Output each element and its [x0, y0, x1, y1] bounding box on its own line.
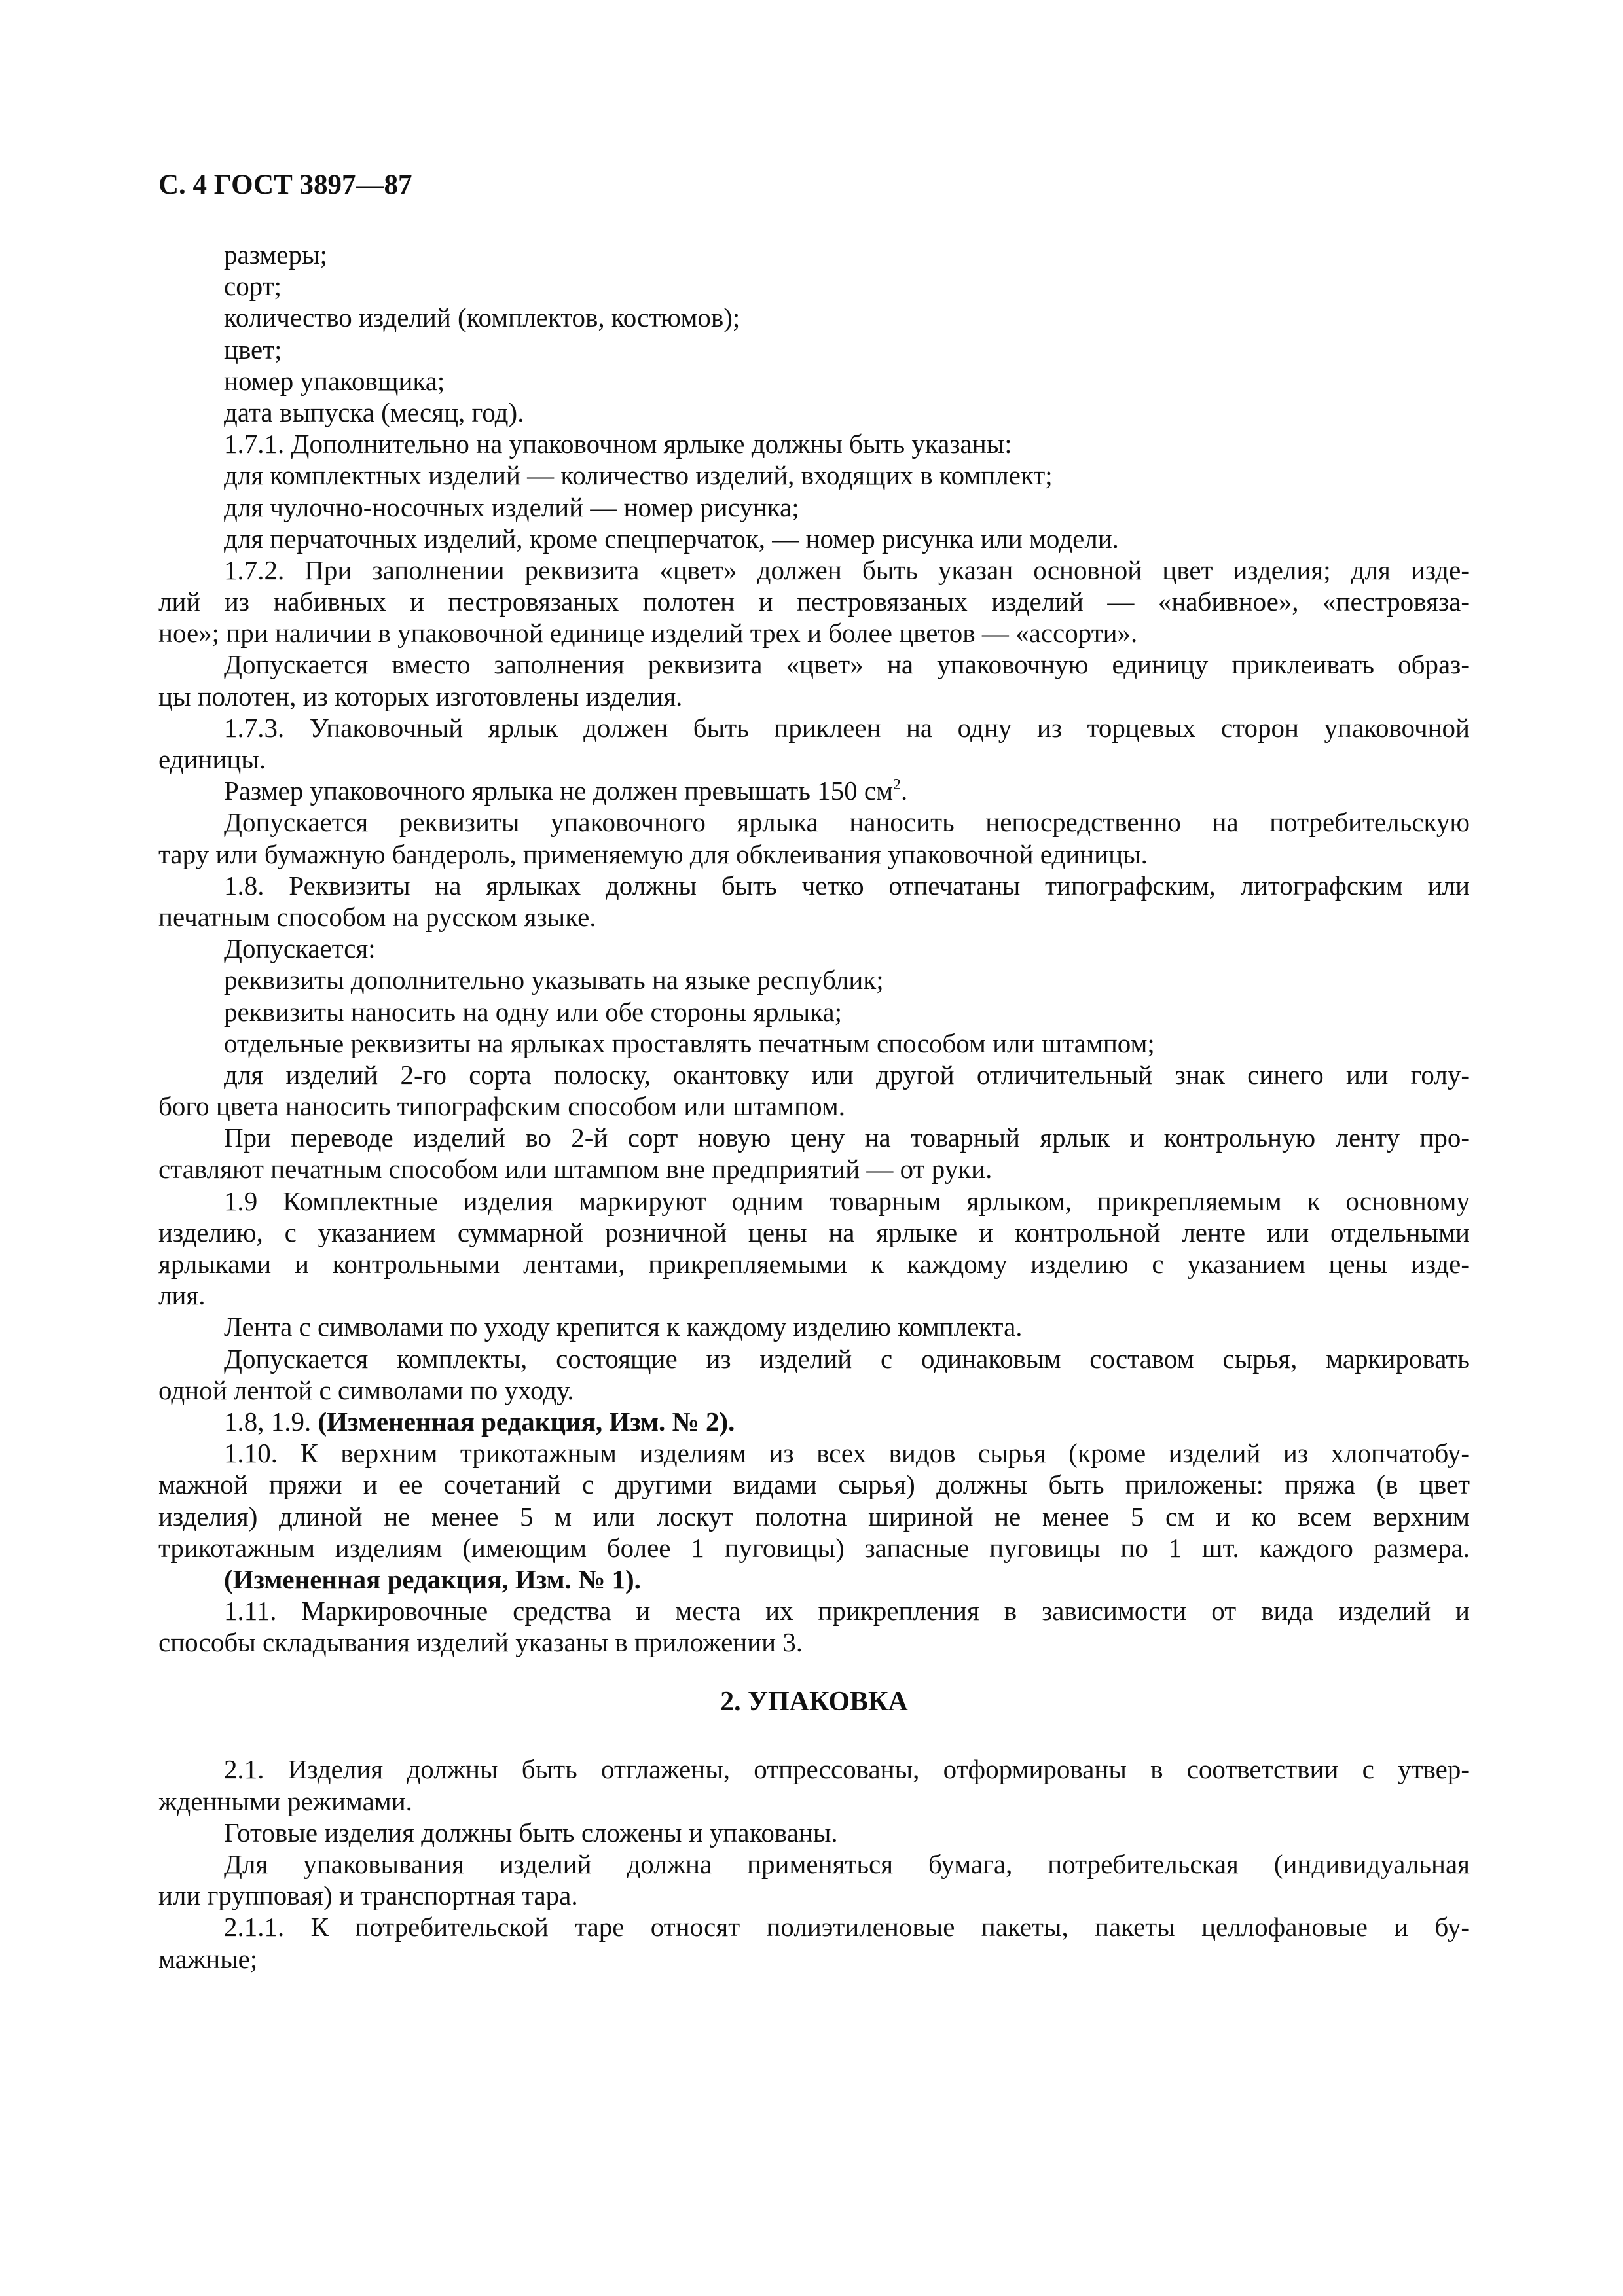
size-text: Размер упаковочного ярлыка не должен превышать 150 см: [224, 776, 894, 806]
text-line: 1.11. Маркировочные средства и места их прикрепления в зависимости от вида изделий и: [224, 1596, 1470, 1626]
text-line: лий из набивных и пестровязаных полотен и пестровязаных изделий — «набивное», «пестровяза-: [158, 586, 1470, 617]
text-line: печатным способом на русском языке.: [158, 901, 596, 932]
text-line: Для упаковывания изделий должна применяться бумага, потребительская (индивидуальная: [224, 1849, 1470, 1879]
text-line: для чулочно-носочных изделий — номер рисунка;: [224, 492, 799, 522]
text-line: для комплектных изделий — количество изделий, входящих в комплект;: [224, 460, 1053, 491]
text-line: размеры;: [224, 240, 327, 270]
text-line: отдельные реквизиты на ярлыках проставлять печатным способом или штампом;: [224, 1028, 1155, 1058]
text-line: 1.9 Комплектные изделия маркируют одним товарным ярлыком, прикрепляемым к основному: [224, 1185, 1470, 1216]
text-line: для изделий 2-го сорта полоску, окантовку или другой отличительный знак синего или голу-: [224, 1059, 1470, 1090]
text-line: цы полотен, из которых изготовлены изделия.: [158, 681, 683, 711]
text-line: реквизиты дополнительно указывать на языке республик;: [224, 965, 884, 996]
text-line: лия.: [158, 1280, 206, 1311]
ярлык-size-line: [158, 775, 1470, 806]
text-line: бого цвета наносить типографским способом или штампом.: [158, 1091, 845, 1122]
section-title: 2. УПАКОВКА: [720, 1687, 908, 1717]
size-end: .: [901, 776, 908, 806]
text-line: Допускается вместо заполнения реквизита «цвет» на упаковочную единицу приклеивать образ-: [224, 649, 1470, 680]
text-line: номер упаковщика;: [224, 365, 445, 396]
text-line: изделия) длиной не менее 5 м или лоскут полотна шириной не менее 5 см и ко всем верхним: [158, 1501, 1470, 1532]
text-line: мажной пряжи и ее сочетаний с другими видами сырья) должны быть приложены: пряжа (в цвет: [158, 1469, 1470, 1500]
text-line: При переводе изделий во 2-й сорт новую цену на товарный ярлык и контрольную ленту про-: [224, 1122, 1470, 1153]
text-line: 1.7.3. Упаковочный ярлык должен быть приклеен на одну из торцевых сторон упаковочной: [224, 712, 1470, 743]
text-line: реквизиты наносить на одну или обе стороны ярлыка;: [224, 996, 843, 1027]
amendment-line: [158, 1406, 1470, 1437]
text-line: для перчаточных изделий, кроме спецперчаток, — номер рисунка или модели.: [224, 523, 1119, 554]
text-line: Допускается комплекты, состоящие из изделий с одинаковым составом сырья, маркировать: [224, 1343, 1470, 1374]
text-line: трикотажным изделиям (имеющим более 1 пуговицы) запасные пуговицы по 1 шт. каждого размера.: [158, 1532, 1470, 1563]
amendment-prefix: 1.8, 1.9.: [224, 1406, 318, 1437]
amendment-note: (Измененная редакция, Изм. № 1).: [224, 1564, 641, 1594]
text-line: количество изделий (комплектов, костюмов);: [224, 302, 740, 333]
page-header: С. 4 ГОСТ 3897—87: [158, 170, 412, 200]
text-line: Лента с символами по уходу крепится к каждому изделию комплекта.: [224, 1312, 1023, 1342]
text-line: ное»; при наличии в упаковочной единице изделий трех и более цветов — «ассорти».: [158, 618, 1138, 649]
text-line: тару или бумажную бандероль, применяемую для обклеивания упаковочной единицы.: [158, 838, 1148, 869]
text-line: 1.7.2. При заполнении реквизита «цвет» должен быть указан основной цвет изделия; для изде-: [224, 554, 1470, 585]
text-line: изделию, с указанием суммарной розничной цены на ярлыке и контрольной ленте или отдельными: [158, 1217, 1470, 1247]
text-line: 1.7.1. Дополнительно на упаковочном ярлыке должны быть указаны:: [224, 429, 1012, 459]
text-line: способы складывания изделий указаны в приложении 3.: [158, 1627, 803, 1658]
text-line: 2.1. Изделия должны быть отглажены, отпрессованы, отформированы в соответствии с утвер-: [224, 1754, 1470, 1785]
text-line: Допускается:: [224, 933, 376, 964]
text-line: ярлыками и контрольными лентами, прикрепляемыми к каждому изделию с указанием цены изде-: [158, 1249, 1470, 1279]
text-line: одной лентой с символами по уходу.: [158, 1374, 574, 1405]
text-line: цвет;: [224, 334, 282, 365]
text-line: дата выпуска (месяц, год).: [224, 397, 524, 427]
size-superscript: 2: [893, 776, 902, 794]
text-line: единицы.: [158, 744, 266, 774]
amendment-note: (Измененная редакция, Изм. № 2).: [318, 1406, 735, 1437]
text-line: Готовые изделия должны быть сложены и упакованы.: [224, 1817, 838, 1848]
text-line: 1.8. Реквизиты на ярлыках должны быть четко отпечатаны типографским, литографским или: [224, 870, 1470, 901]
text-line: 2.1.1. К потребительской таре относят полиэтиленовые пакеты, пакеты целлофановые и бу-: [224, 1912, 1470, 1943]
document-body: [158, 239, 1470, 1975]
text-line: сорт;: [224, 271, 282, 302]
text-line: мажные;: [158, 1943, 258, 1974]
text-line: ставляют печатным способом или штампом вне предприятий — от руки.: [158, 1154, 993, 1185]
text-line: жденными режимами.: [158, 1785, 412, 1816]
text-line: или групповая) и транспортная тара.: [158, 1880, 578, 1911]
text-line: 1.10. К верхним трикотажным изделиям из всех видов сырья (кроме изделий из хлопчатобу-: [224, 1438, 1470, 1469]
text-line: Допускается реквизиты упаковочного ярлыка наносить непосредственно на потребительскую: [224, 807, 1470, 838]
